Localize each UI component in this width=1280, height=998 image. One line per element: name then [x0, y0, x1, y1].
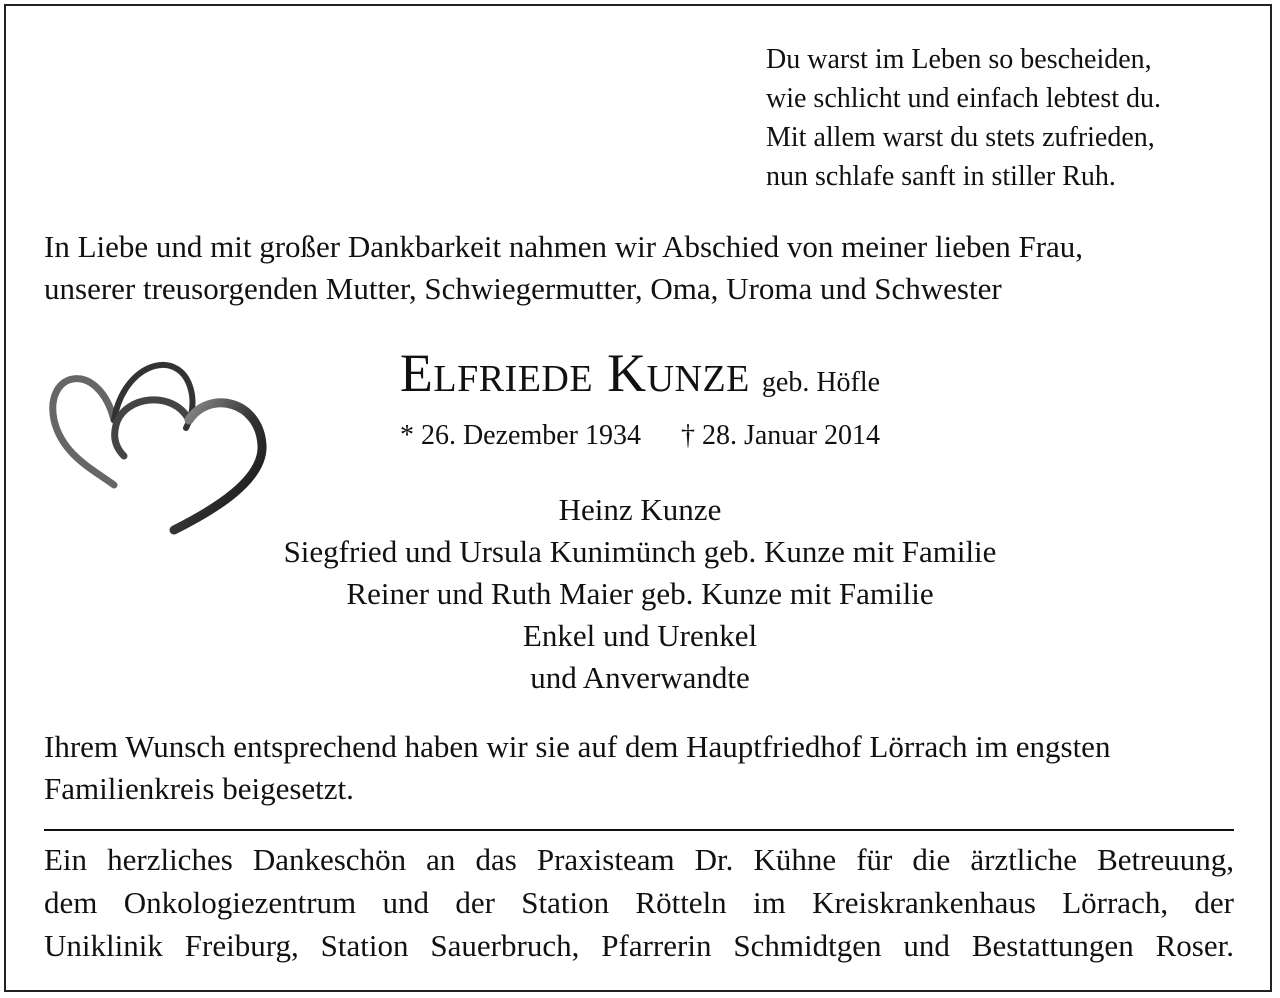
mourner: Heinz Kunze	[558, 492, 722, 527]
divider	[44, 829, 1234, 831]
life-dates	[0, 420, 1280, 452]
mourner: Siegfried und Ursula Kunimünch geb. Kunze mit Familie	[283, 534, 997, 569]
mourners-list	[0, 489, 1280, 699]
deceased-name: Elfriede Kunze	[399, 343, 750, 403]
poem-line: nun schlafe sanft in stiller Ruh.	[766, 161, 1116, 192]
death-date: † 28. Januar 2014	[680, 420, 881, 451]
poem-line: Du warst im Leben so bescheiden,	[766, 44, 1152, 75]
thanks-line: Ein herzliches Dankeschön an das Praxisteam Dr. Kühne für die ärztliche Betreuung,	[44, 842, 1234, 877]
poem	[766, 40, 1161, 196]
burial-line: Ihrem Wunsch entsprechend haben wir sie auf dem Hauptfriedhof Lörrach im engsten	[44, 729, 1111, 764]
maiden-name: geb. Höfle	[761, 367, 881, 398]
poem-line: Mit allem warst du stets zufrieden,	[766, 122, 1155, 153]
mourner: Reiner und Ruth Maier geb. Kunze mit Familie	[346, 576, 934, 611]
intro-line: unserer treusorgenden Mutter, Schwiegermutter, Oma, Uroma und Schwester	[44, 271, 1002, 306]
burial-notice	[44, 726, 1244, 810]
mourner: und Anverwandte	[530, 660, 750, 695]
intro-line: In Liebe und mit großer Dankbarkeit nahmen wir Abschied von meiner lieben Frau,	[44, 229, 1084, 264]
birth-date: * 26. Dezember 1934	[399, 420, 641, 451]
thanks-line: dem Onkologiezentrum und der Station Rötteln im Kreiskrankenhaus Lörrach, der	[44, 885, 1234, 920]
burial-line: Familienkreis beigesetzt.	[44, 771, 354, 806]
mourner: Enkel und Urenkel	[522, 618, 758, 653]
thanks-text	[44, 838, 1234, 967]
thanks-line: Uniklinik Freiburg, Station Sauerbruch, Pfarrerin Schmidtgen und Bestattungen Roser.	[44, 928, 1234, 963]
poem-line: wie schlicht und einfach lebtest du.	[766, 83, 1161, 114]
deceased-name-line	[0, 342, 1280, 404]
intro-text	[44, 226, 1244, 310]
